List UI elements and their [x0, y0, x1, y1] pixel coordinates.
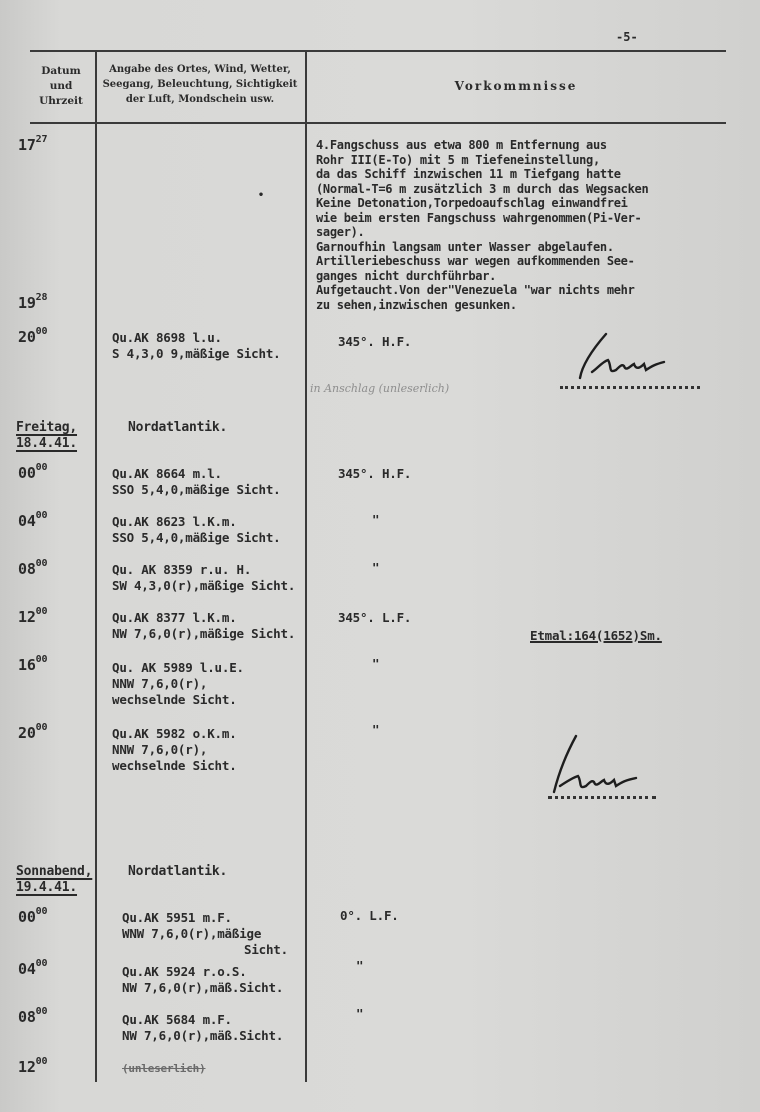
pos-1200-d2-illegible: (unleserlich): [122, 1062, 206, 1075]
wx2-0000-d2: Sicht.: [244, 942, 288, 957]
wx-0400-d2: NW 7,6,0(r),mäß.Sicht.: [122, 980, 284, 995]
narrative-text: 4.Fangschuss aus etwa 800 m Entfernung aus Rohr III(E-To) mit 5 m Tiefeneinstellung, da das Schiff inzwischen 11 m Tiefgang hatte (Normal-T=6 m zusätzlich 3 m durch das Wegsacken Keine Detonation,Torpedoaufschlag einwandfrei wie beim ersten Fangschuss wahrgenommen(Pi-Ver- sager). Garnoufhin langsam unter Wasser abgelaufen. Artilleriebeschuss war wegen aufkommenden See- ganges nicht durchführbar. Aufgetaucht.Von der"Venezuela "war nichts mehr zu sehen,inzwischen gesunken.: [316, 138, 649, 312]
pos-1200-d1: Qu.AK 8377 l.K.m.: [112, 610, 237, 625]
event-1200-d1: 345°. L.F.: [338, 610, 412, 625]
wx2-1600-d1: wechselnde Sicht.: [112, 692, 237, 707]
time-2000-a: $20^{00}$: [18, 326, 48, 346]
wx-0400-d1: SSO 5,4,0,mäßige Sicht.: [112, 530, 281, 545]
wx-0000-d2: WNW 7,6,0(r),mäßige: [122, 926, 262, 941]
wx2-2000-d1: wechselnde Sicht.: [112, 758, 237, 773]
pos-2000-d1: Qu.AK 5982 o.K.m.: [112, 726, 237, 741]
pos-0400-d1: Qu.AK 8623 l.K.m.: [112, 514, 237, 529]
time-1928: $19^{28}$: [18, 292, 48, 312]
etmal-d1: Etmal:164(1652)Sm.: [530, 628, 662, 643]
day2-weekday: Sonnabend,: [16, 864, 93, 879]
day2-area: Nordatlantik.: [128, 864, 228, 879]
wx-0800-d2: NW 7,6,0(r),mäß.Sicht.: [122, 1028, 284, 1043]
stray-mark: •: [258, 190, 264, 201]
time-1200-d1: $12^{00}$: [18, 606, 48, 626]
pos-0000-d2: Qu.AK 5951 m.F.: [122, 910, 232, 925]
faint-pencil-note: in Anschlag (unleserlich): [310, 382, 450, 395]
wx-1600-d1: NNW 7,6,0(r),: [112, 676, 208, 691]
page-number: -5-: [616, 30, 638, 44]
event-0400-d1: ": [372, 512, 380, 527]
wx-2000-d1: NNW 7,6,0(r),: [112, 742, 208, 757]
column-rule-1: [95, 52, 97, 1082]
time-0400-d1: $04^{00}$: [18, 510, 48, 530]
event-2000-a: 345°. H.F.: [338, 334, 412, 349]
event-0800-d2: ": [356, 1006, 364, 1021]
time-0000-d2: $00^{00}$: [18, 906, 48, 926]
weather-2000-a: S 4,3,0 9,mäßige Sicht.: [112, 346, 281, 361]
time-2000-d1: $20^{00}$: [18, 722, 48, 742]
column-rule-2: [305, 52, 307, 1082]
header-date-time: Datum und Uhrzeit: [39, 65, 83, 107]
day2-date: 19.4.41.: [16, 880, 78, 895]
pos-0800-d2: Qu.AK 5684 m.F.: [122, 1012, 232, 1027]
wx-1200-d1: NW 7,6,0(r),mäßige Sicht.: [112, 626, 296, 641]
pos-0800-d1: Qu. AK 8359 r.u. H.: [112, 562, 252, 577]
time-0800-d1: $08^{00}$: [18, 558, 48, 578]
day1-weekday: Freitag,: [16, 420, 78, 435]
pos-1600-d1: Qu. AK 5989 l.u.E.: [112, 660, 244, 675]
time-0800-d2: $08^{00}$: [18, 1006, 48, 1026]
header-bottom-rule: [30, 122, 726, 124]
header-top-rule: [30, 50, 726, 52]
wx-0000-d1: SSO 5,4,0,mäßige Sicht.: [112, 482, 281, 497]
signature-1: [572, 326, 682, 386]
event-0000-d1: 345°. H.F.: [338, 466, 412, 481]
event-2000-d1: ": [372, 722, 380, 737]
time-0400-d2: $04^{00}$: [18, 958, 48, 978]
time-1727: $17^{27}$: [18, 134, 48, 154]
day1-area: Nordatlantik.: [128, 420, 228, 435]
pos-0000-d1: Qu.AK 8664 m.l.: [112, 466, 222, 481]
pos-0400-d2: Qu.AK 5924 r.o.S.: [122, 964, 247, 979]
signature-2: [546, 728, 646, 798]
signature-1-dotted-line: [560, 386, 700, 389]
signature-2-dotted-line: [548, 796, 656, 799]
event-0800-d1: ": [372, 560, 380, 575]
wx-0800-d1: SW 4,3,0(r),mäßige Sicht.: [112, 578, 296, 593]
event-0000-d2: 0°. L.F.: [340, 908, 399, 923]
event-1600-d1: ": [372, 656, 380, 671]
event-0400-d2: ": [356, 958, 364, 973]
time-0000-d1: $00^{00}$: [18, 462, 48, 482]
day1-date: 18.4.41.: [16, 436, 78, 451]
time-1600-d1: $16^{00}$: [18, 654, 48, 674]
position-2000-a: Qu.AK 8698 l.u.: [112, 330, 222, 345]
header-events: Vorkommnisse: [454, 79, 578, 93]
header-location-weather: Angabe des Ortes, Wind, Wetter, Seegang, Beleuchtung, Sichtigkeit der Luft, Mondschein usw.: [102, 64, 298, 105]
time-1200-d2: $12^{00}$: [18, 1056, 48, 1076]
